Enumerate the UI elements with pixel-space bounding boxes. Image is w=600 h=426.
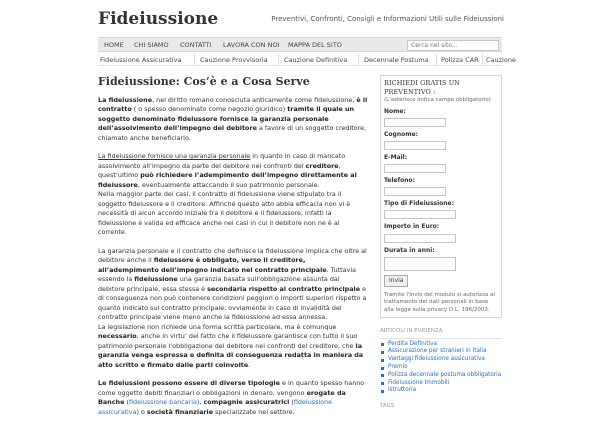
square-bullet-icon: [381, 343, 384, 346]
featured-item[interactable]: [380, 356, 502, 364]
nav-item-home[interactable]: HOME: [104, 41, 124, 49]
subnav-separator: [436, 54, 437, 65]
featured-item[interactable]: [380, 364, 502, 372]
text-bold: società finanziarie: [146, 407, 214, 416]
text-bold: erogate da Banche: [98, 388, 346, 407]
nav-item-lavora-con-noi[interactable]: LAVORA CON NOI: [223, 41, 280, 49]
main-nav: [98, 37, 502, 52]
text-underline: La fideiussione fornisce una garanzia personale: [98, 152, 251, 161]
telefono-label: Telefono:: [384, 177, 416, 185]
text-bold: la garanzia venga espressa e definita di conseguenza redatta in maniera da atto scritto e firmato dalle parti coinvolte: [98, 341, 364, 369]
importo-input[interactable]: [384, 234, 456, 243]
article-paragraph-3: [98, 247, 368, 371]
featured-item[interactable]: [380, 380, 502, 388]
featured-item[interactable]: [380, 348, 502, 356]
form-title: RICHIEDI GRATIS UN PREVENTIVO :: [384, 79, 461, 96]
quote-form: [380, 75, 502, 318]
text: specializzate nel settore.: [213, 407, 295, 416]
text: La garanzia personale e il contratto che definisce la fideiussione implica che oltre al debitore anche il: [98, 246, 367, 265]
article-paragraph-1: [98, 96, 368, 144]
featured-item[interactable]: [380, 387, 502, 395]
text-bold: creditore: [305, 161, 339, 170]
link-fideiussione-bancaria[interactable]: fideiussione bancaria: [128, 398, 197, 407]
featured-title: ARTICOLI IN EVIDENZA: [380, 328, 502, 338]
text: una garanzia basata sull’obbligazione assunta dal debitore principale, essa stessa è: [98, 275, 340, 293]
featured-item-label[interactable]: Perdita Definitiva: [388, 340, 437, 347]
featured-item[interactable]: [380, 341, 502, 349]
text-bold: La fideiussione: [98, 95, 153, 104]
durata-label: Durata in anni:: [384, 246, 435, 254]
featured-item-label[interactable]: Fideiussione Immobili: [388, 379, 450, 386]
text: ) o: [136, 407, 147, 416]
featured-item-label[interactable]: Istruttoria: [388, 387, 417, 394]
cognome-label: Cognome:: [384, 131, 418, 139]
text: , eventualmente attaccando il suo patrimonio personale.: [137, 180, 320, 189]
text-bold: compagnie assicuratrici: [203, 398, 290, 407]
text: a favore di un soggetto creditore, chiamato anche beneficiario.: [98, 124, 367, 142]
nav-item-chi-siamo[interactable]: CHI SIAMO: [134, 41, 169, 49]
submit-button[interactable]: Invia: [384, 275, 408, 287]
subnav-item-cauzione-provvisoria[interactable]: Cauzione Provvisoria: [200, 56, 268, 64]
text: (: [124, 398, 129, 407]
subnav-separator: [482, 54, 483, 65]
text: (: [289, 398, 294, 407]
featured-item-label[interactable]: Vantaggi fideiussione assicurativa: [388, 356, 485, 363]
sidebar: [380, 75, 502, 411]
nome-input[interactable]: [384, 118, 446, 127]
text-bold: tramite il quale un soggetto denominato fideiussore fornisce la garanzia personale dell’assolvimento dell’impegno del debitore: [98, 105, 355, 133]
featured-list: [380, 341, 502, 396]
text: La legislazione non richiede una forma scritta particolare, ma è comunque: [98, 322, 337, 331]
nav-item-mappa-del-sito[interactable]: MAPPA DEL SITO: [288, 41, 342, 49]
text-bold: secondaria rispetto al contratto principale: [207, 284, 361, 293]
subnav-item-fideiussione-assicurativa[interactable]: Fideiussione Assicurativa: [100, 56, 182, 64]
tipo-input[interactable]: [384, 210, 456, 219]
site-description: Preventivi, Confronti, Consigli e Informazioni Utili sulle Fideiussioni: [271, 15, 504, 23]
subnav-separator: [278, 54, 279, 65]
subnav-item-cauzione[interactable]: Cauzione: [486, 56, 516, 64]
article-title[interactable]: Fideiussione: Cos’è e a Cosa Serve: [98, 75, 310, 88]
featured-item-label[interactable]: Assicurazione per stranieri in Italia: [388, 348, 487, 355]
privacy-note: Tramite l'invio del modulo si autorizza al trattamento dei dati personali in base alla legge sulla privacy D.L. 196/2003.: [384, 291, 495, 313]
text: Nella maggior parte dei casi, il contratto di fideiussione viene stipulato tra il soggetto fideiussore e il creditore. Affinché questo atto abbia efficacia non vi è necessità di alcun accordo iniziale tra il debitore e il fideiussore, infatti la fideiussione è valida ed efficace anche nei casi in cui il debitore non ne è al corrente.: [98, 190, 351, 237]
square-bullet-icon: [381, 382, 384, 385]
subnav-item-decennale-postuma[interactable]: Decennale Postuma: [364, 56, 429, 64]
tipo-label: Tipo di Fideiussione:: [384, 200, 455, 208]
subnav-item-cauzione-definitiva[interactable]: Cauzione Definitiva: [284, 56, 348, 64]
nome-label: Nome:: [384, 107, 406, 115]
text: , anche in virtu’ del fatto che il fideiussore garantisce con tutto il suo patrimonio personale l’obbligazione del debitore nei confronti del creditore, che: [98, 332, 358, 350]
text: , nel diritto romano conosciuta anticamente come fideiussione,: [152, 95, 357, 104]
text: ( o spesso denominato come negozio giuridico): [131, 105, 288, 114]
site-header: [0, 0, 600, 37]
text: .: [248, 360, 251, 369]
subnav-separator: [194, 54, 195, 65]
link-fideiussione-assicurativa[interactable]: fideiussione assicurativa: [98, 398, 333, 416]
cognome-input[interactable]: [384, 141, 446, 150]
importo-label: Importo in Euro:: [384, 223, 440, 231]
text: , quest’ultimo: [98, 161, 341, 180]
square-bullet-icon: [381, 367, 384, 370]
featured-item[interactable]: [380, 372, 502, 380]
article-paragraph-4: [98, 379, 368, 417]
square-bullet-icon: [381, 374, 384, 377]
durata-input[interactable]: [384, 257, 456, 271]
link-fideiussione[interactable]: fideiussione: [134, 275, 178, 284]
category-nav: [98, 53, 516, 66]
text: e di conseguenza non può contenere condizioni peggiori o importi superiori rispetto a quanto indicato sul contratto principale, ovviamente in caso di invalidità del contratto principale viene meno anche la fideiussione ad essa annessa.: [98, 284, 367, 322]
subnav-item-polizza-car[interactable]: Polizza CAR: [441, 56, 479, 64]
square-bullet-icon: [381, 390, 384, 393]
text: ),: [196, 398, 204, 407]
text-bold: fideiussore è obbligato, verso il creditore, all’adempimento dell’impegno indicato nel contratto principale: [98, 256, 327, 274]
nav-item-contatti[interactable]: CONTATTI: [180, 41, 212, 49]
email-label: E-Mail:: [384, 154, 408, 162]
text-bold: necessario: [98, 332, 137, 341]
article-paragraph-2: [98, 152, 368, 238]
search-input[interactable]: [407, 40, 499, 51]
text-bold: Le fideiussioni possono essere di diverse tipologie: [98, 379, 280, 388]
text: e in quanto spesso hanno come oggetto debiti finanziari o obbligazioni in denaro, vengono: [98, 379, 365, 397]
email-input[interactable]: [384, 164, 446, 173]
tags-title: TAGS: [380, 403, 395, 410]
site-title[interactable]: Fideiussione: [98, 9, 219, 29]
article: [98, 75, 368, 426]
text: in quanto in caso di mancato assolvimento all’impegno da parte del debitore nei confronti del: [98, 152, 346, 170]
text-bold: può richiedere l’adempimento dell’impegno direttamente al fideiussore: [98, 171, 357, 189]
featured-item-label[interactable]: Polizza decennale postuma obbligatoria: [388, 371, 502, 378]
telefono-input[interactable]: [384, 187, 446, 196]
text: . Tuttavia essendo la: [98, 265, 357, 284]
required-note: (L'asterisco indica campo obbligatorio): [384, 96, 491, 103]
subnav-separator: [358, 54, 359, 65]
square-bullet-icon: [381, 359, 384, 362]
square-bullet-icon: [381, 351, 384, 354]
text-bold: è il contratto: [98, 95, 368, 114]
featured-item-label[interactable]: Premio: [388, 364, 408, 371]
